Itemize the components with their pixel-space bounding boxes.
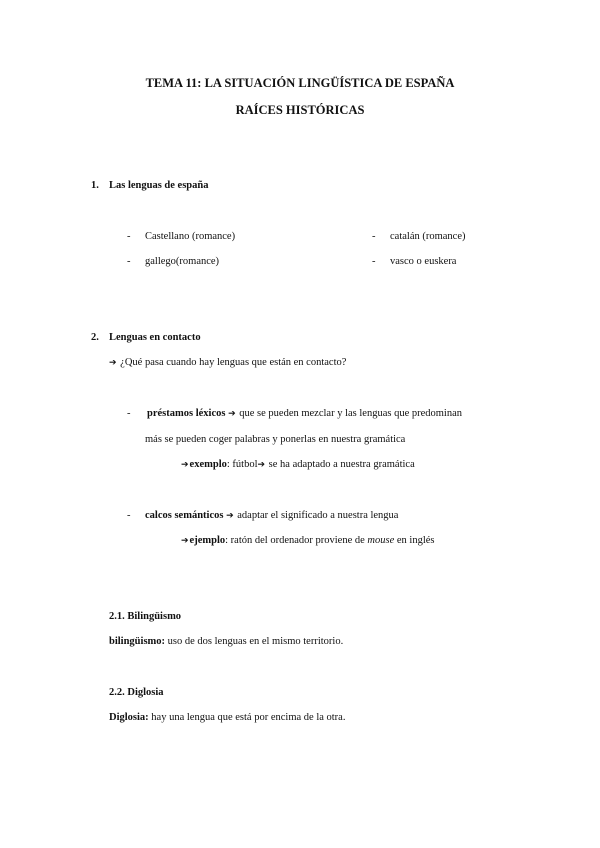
prestamos-example-label: exemplo bbox=[189, 459, 227, 470]
prestamos-desc-continued: más se pueden coger palabras y ponerlas en nuestra gramática bbox=[145, 434, 406, 445]
diglosia-definition bbox=[109, 712, 345, 723]
section-2-number: 2. bbox=[91, 332, 99, 343]
list-dash: - bbox=[127, 408, 131, 419]
calcos-example-label: ejemplo bbox=[189, 535, 226, 546]
calcos-desc: adaptar el significado a nuestra lengua bbox=[237, 510, 399, 521]
prestamos-example-text: se ha adaptado a nuestra gramática bbox=[268, 459, 415, 470]
calcos-example-word: mouse bbox=[367, 535, 395, 546]
language-item-gallego: gallego(romance) bbox=[145, 256, 220, 267]
list-dash: - bbox=[372, 256, 376, 267]
diglosia-text: hay una lengua que está por encima de la otra. bbox=[151, 712, 346, 723]
calcos-term: calcos semánticos bbox=[145, 510, 224, 521]
section-1-heading: Las lenguas de españa bbox=[109, 180, 209, 191]
arrow-icon: ➔ bbox=[181, 535, 189, 545]
arrow-icon: ➔ bbox=[109, 357, 117, 367]
bilinguismo-text: uso de dos lenguas en el mismo territorio. bbox=[167, 636, 344, 647]
language-item-vasco: vasco o euskera bbox=[390, 256, 457, 267]
document-title: TEMA 11: LA SITUACIÓN LINGÜÍSTICA DE ESPAÑA bbox=[145, 76, 455, 90]
list-dash: - bbox=[127, 231, 131, 242]
document-subtitle: RAÍCES HISTÓRICAS bbox=[235, 103, 365, 117]
prestamos-term: préstamos léxicos bbox=[147, 408, 226, 419]
list-dash: - bbox=[127, 510, 131, 521]
arrow-icon: ➔ bbox=[257, 459, 266, 469]
section-2-heading: Lenguas en contacto bbox=[109, 332, 201, 343]
calcos-example-lang: en inglés bbox=[396, 535, 435, 546]
list-dash: - bbox=[127, 256, 131, 267]
calcos-line bbox=[145, 510, 398, 521]
prestamos-line bbox=[147, 408, 462, 419]
calcos-example-line bbox=[181, 535, 435, 546]
language-item-catalan: catalán (romance) bbox=[390, 231, 466, 242]
section-2-2-heading: 2.2. Diglosia bbox=[109, 687, 164, 698]
question-line bbox=[109, 357, 346, 368]
bilinguismo-term: bilingüismo: bbox=[109, 636, 166, 647]
list-dash: - bbox=[372, 231, 376, 242]
calcos-example-text: : ratón del ordenador proviene de bbox=[225, 535, 365, 546]
section-2-1-heading: 2.1. Bilingüismo bbox=[109, 611, 182, 622]
language-item-castellano: Castellano (romance) bbox=[145, 231, 236, 242]
prestamos-example-word: : fútbol bbox=[226, 459, 258, 470]
bilinguismo-definition bbox=[109, 636, 343, 647]
arrow-icon: ➔ bbox=[226, 510, 234, 520]
diglosia-term: Diglosia: bbox=[109, 712, 149, 723]
question-text: ¿Qué pasa cuando hay lenguas que están en contacto? bbox=[120, 357, 347, 368]
arrow-icon: ➔ bbox=[181, 459, 189, 469]
prestamos-example-line bbox=[181, 459, 415, 470]
section-1-number: 1. bbox=[91, 180, 99, 191]
arrow-icon: ➔ bbox=[228, 408, 236, 418]
prestamos-desc: que se pueden mezclar y las lenguas que predominan bbox=[239, 408, 463, 419]
